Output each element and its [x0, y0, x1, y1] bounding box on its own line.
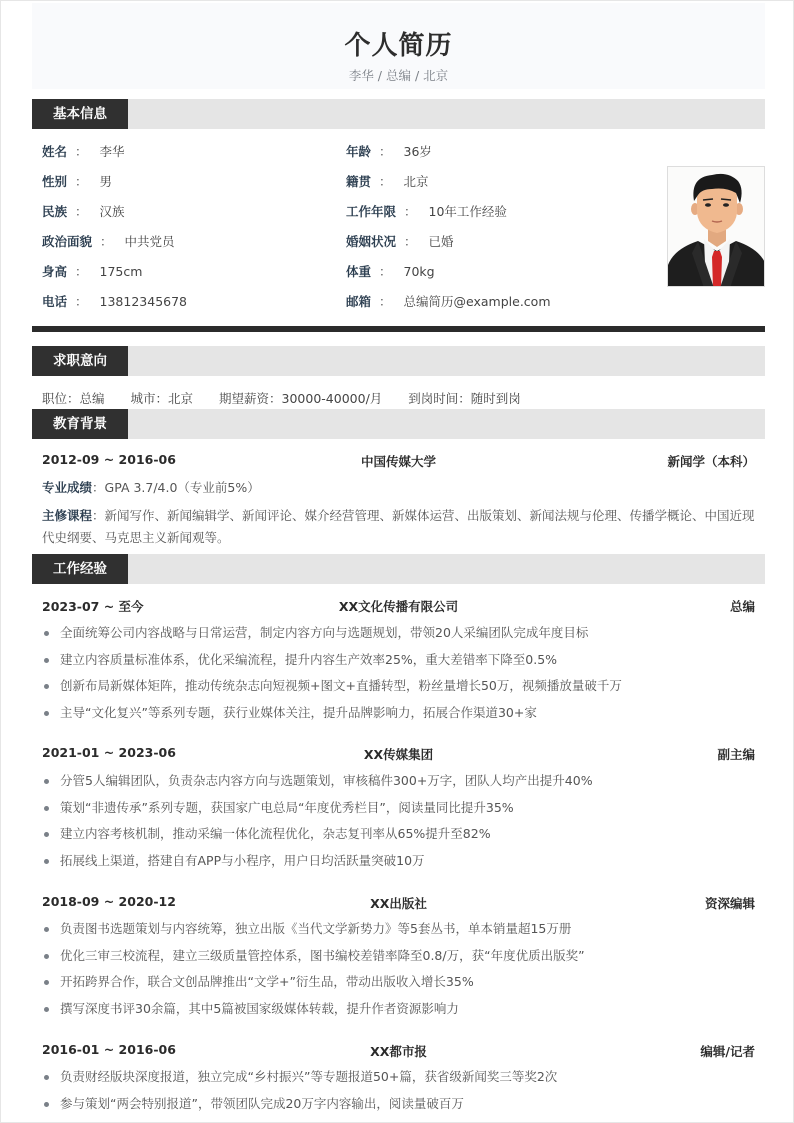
- list-item: 建立内容质量标准体系，优化采编流程，提升内容生产效率25%，重大差错率下降至0.5%: [42, 651, 757, 678]
- intent-city: 城市：北京: [130, 391, 194, 406]
- info-colon: ：: [379, 294, 392, 309]
- info-marital: [346, 233, 454, 251]
- info-value: 汉族: [99, 204, 125, 219]
- work-period: 2021-01 ~ 2023-06: [42, 745, 176, 760]
- work-bullets: [42, 772, 757, 878]
- info-label: 体重: [346, 264, 372, 279]
- list-item: 分管5人编辑团队，负责杂志内容方向与选题策划，审核稿件300+万字，团队人均产出提升40%: [42, 772, 757, 799]
- education-school: 中国传媒大学: [360, 454, 436, 469]
- info-colon: ：: [75, 144, 88, 159]
- work-period: 2016-01 ~ 2016-06: [42, 1042, 176, 1057]
- list-item: 撰写深度书评30余篇，其中5篇被国家级媒体转载，提升作者资源影响力: [42, 1000, 757, 1027]
- work-title: 编辑/记者: [700, 1044, 755, 1059]
- info-colon: ：: [404, 204, 417, 219]
- section-title: 教育背景: [32, 409, 128, 439]
- work-company: XX出版社: [370, 896, 427, 911]
- work-period: 2018-09 ~ 2020-12: [42, 894, 176, 909]
- info-colon: ：: [75, 294, 88, 309]
- info-value: 已婚: [428, 234, 454, 249]
- intent-salary: 期望薪资：30000-40000/月: [219, 391, 383, 406]
- work-row: [42, 1042, 755, 1060]
- section-divider: [32, 326, 765, 332]
- info-colon: ：: [75, 174, 88, 189]
- education-courses: [42, 505, 757, 549]
- work-bullets: [42, 1068, 757, 1121]
- info-experience-years: [346, 203, 507, 221]
- work-bullets: [42, 920, 757, 1026]
- list-item: 开拓跨界合作，联合文创品牌推出“文学+”衍生品，带动出版收入增长35%: [42, 973, 757, 1000]
- info-value: 36岁: [403, 144, 432, 159]
- gpa-label: 专业成绩: [42, 480, 93, 495]
- info-label: 身高: [42, 264, 68, 279]
- list-item: 建立内容考核机制，推动采编一体化流程优化，杂志复刊率从65%提升至82%: [42, 825, 757, 852]
- info-colon: ：: [379, 174, 392, 189]
- info-hometown: [346, 173, 429, 191]
- education-row: [42, 452, 755, 470]
- job-intent-row: [42, 389, 547, 407]
- work-title: 总编: [729, 599, 755, 614]
- work-period: 2023-07 ~ 至今: [42, 599, 144, 614]
- info-label: 性别: [42, 174, 68, 189]
- info-colon: ：: [379, 144, 392, 159]
- info-label: 电话: [42, 294, 68, 309]
- education-gpa: [42, 477, 757, 499]
- courses-value: ：新闻写作、新闻编辑学、新闻评论、媒介经营管理、新媒体运营、出版策划、新闻法规与伦理、传播学概论、中国近现代史纲要、马克思主义新闻观等。: [42, 508, 755, 545]
- profile-photo: [667, 166, 765, 287]
- info-value: 总编简历@example.com: [403, 294, 551, 309]
- work-title: 资深编辑: [704, 896, 755, 911]
- info-label: 籍贯: [346, 174, 372, 189]
- info-value: 北京: [403, 174, 429, 189]
- info-colon: ：: [75, 264, 88, 279]
- section-title: 求职意向: [32, 346, 128, 376]
- work-row: [42, 597, 755, 615]
- page-title: 个人简历: [344, 31, 453, 61]
- work-company: XX传媒集团: [363, 747, 434, 762]
- list-item: 负责图书选题策划与内容统筹，独立出版《当代文学新势力》等5套丛书，单本销量超15万册: [42, 920, 757, 947]
- education-major: 新闻学（本科）: [667, 454, 755, 469]
- list-item: 拓展线上渠道，搭建自有APP与小程序，用户日均活跃量突破10万: [42, 852, 757, 879]
- section-header-education: [32, 409, 765, 439]
- list-item: 主导“文化复兴”等系列专题，获行业媒体关注，提升品牌影响力，拓展合作渠道30+家: [42, 704, 757, 731]
- info-colon: ：: [75, 204, 88, 219]
- work-row: [42, 745, 755, 763]
- info-value: 中共党员: [124, 234, 175, 249]
- info-value: 10年工作经验: [428, 204, 507, 219]
- info-label: 工作年限: [346, 204, 397, 219]
- info-gender: [42, 173, 112, 191]
- list-item: 参与策划“两会特别报道”，带领团队完成20万字内容输出，阅读量破百万: [42, 1095, 757, 1122]
- list-item: 创新布局新媒体矩阵，推动传统杂志向短视频+图文+直播转型，粉丝量增长50万，视频播放量破千万: [42, 677, 757, 704]
- info-value: 13812345678: [99, 294, 188, 309]
- intent-arrival: 到岗时间：随时到岗: [408, 391, 521, 406]
- info-political: [42, 233, 175, 251]
- work-row: [42, 894, 755, 912]
- info-colon: ：: [100, 234, 113, 249]
- list-item: 优化三审三校流程，建立三级质量管控体系，图书编校差错率降至0.8/万，获“年度优质出版奖”: [42, 947, 757, 974]
- list-item: 全面统筹公司内容战略与日常运营，制定内容方向与选题规划，带领20人采编团队完成年度目标: [42, 624, 757, 651]
- work-company: XX文化传播有限公司: [338, 599, 459, 614]
- section-title: 工作经验: [32, 554, 128, 584]
- info-label: 年龄: [346, 144, 372, 159]
- work-bullets: [42, 624, 757, 730]
- info-colon: ：: [404, 234, 417, 249]
- resume-header: [32, 3, 765, 89]
- info-value: 男: [99, 174, 113, 189]
- info-label: 民族: [42, 204, 68, 219]
- section-header-work: [32, 554, 765, 584]
- list-item: 负责财经版块深度报道，独立完成“乡村振兴”等专题报道50+篇，获省级新闻奖三等奖2次: [42, 1068, 757, 1095]
- avatar-portrait-icon: [668, 167, 765, 287]
- courses-label: 主修课程: [42, 508, 93, 523]
- info-age: [346, 143, 432, 161]
- info-name: [42, 143, 125, 161]
- section-title: 基本信息: [32, 99, 128, 129]
- info-colon: ：: [379, 264, 392, 279]
- info-ethnicity: [42, 203, 125, 221]
- section-header-basic: [32, 99, 765, 129]
- info-label: 政治面貌: [42, 234, 93, 249]
- info-height: [42, 263, 142, 281]
- work-company: XX都市报: [370, 1044, 427, 1059]
- work-title: 副主编: [717, 747, 755, 762]
- info-label: 婚姻状况: [346, 234, 397, 249]
- intent-position: 职位：总编: [42, 391, 105, 406]
- section-header-intent: [32, 346, 765, 376]
- info-weight: [346, 263, 435, 281]
- info-phone: [42, 293, 187, 311]
- page-subtitle: 李华 / 总编 / 北京: [348, 68, 449, 83]
- gpa-value: ：GPA 3.7/4.0（专业前5%）: [92, 480, 260, 495]
- info-value: 李华: [99, 144, 125, 159]
- list-item: 策划“非遗传承”系列专题，获国家广电总局“年度优秀栏目”，阅读量同比提升35%: [42, 799, 757, 826]
- info-label: 姓名: [42, 144, 68, 159]
- info-label: 邮箱: [346, 294, 372, 309]
- info-value: 175cm: [99, 264, 143, 279]
- education-period: 2012-09 ~ 2016-06: [42, 452, 176, 467]
- info-value: 70kg: [403, 264, 435, 279]
- info-email: [346, 293, 551, 311]
